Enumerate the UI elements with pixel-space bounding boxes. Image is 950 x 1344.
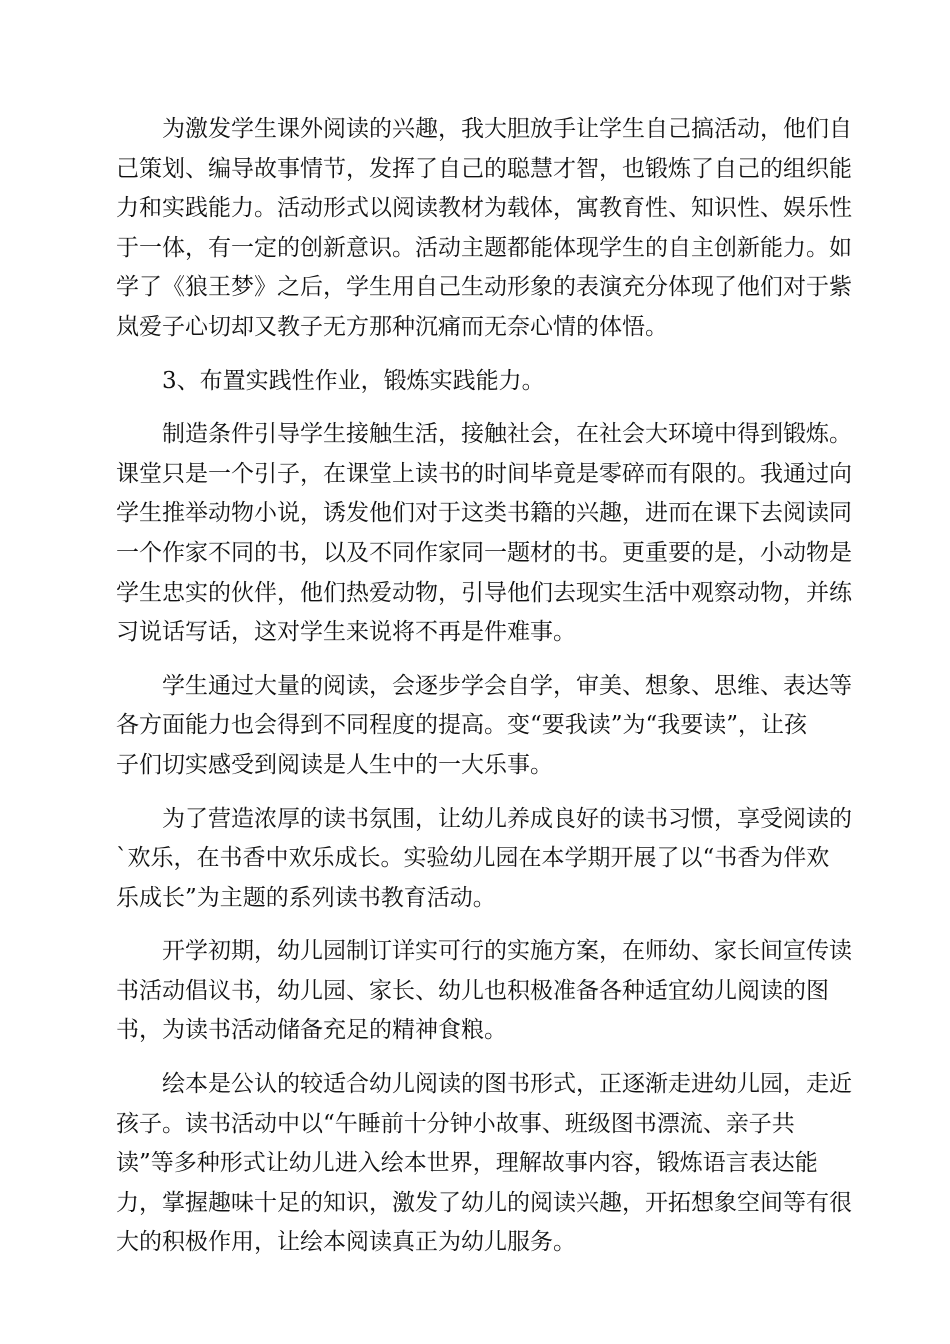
text-line: 学了《狼王梦》之后，学生用自己生动形象的表演充分体现了他们对于紫 (116, 274, 852, 301)
text-line: 子们切实感受到阅读是人生中的一大乐事。 (116, 751, 553, 778)
text-line: 为激发学生课外阅读的兴趣，我大胆放手让学生自己搞活动，他们自 (162, 116, 852, 142)
text-line: 为了营造浓厚的读书氛围，让幼儿养成良好的读书习惯，享受阅读的 (162, 805, 852, 832)
paragraph-semester-start (116, 932, 852, 1051)
text-line: 力，掌握趣味十足的知识，激发了幼儿的阅读兴趣，开拓想象空间等有很 (116, 1189, 852, 1216)
text-line: 己策划、编导故事情节，发挥了自己的聪慧才智，也锻炼了自己的组织能 (116, 155, 852, 182)
text-line: 绘本是公认的较适合幼儿阅读的图书形式，正逐渐走进幼儿园，走近 (162, 1071, 852, 1098)
paragraph-benefits (116, 667, 852, 786)
text-line: 学生推举动物小说，诱发他们对于这类书籍的兴趣，进而在课下去阅读同 (116, 500, 852, 527)
text-line: 岚爱子心切却又教子无方那种沉痛而无奈心情的体悟。 (116, 313, 668, 340)
text-line: 课堂只是一个引子，在课堂上读书的时间毕竟是零碎而有限的。我通过向 (116, 460, 852, 487)
text-line: 学生通过大量的阅读，会逐步学会自学，审美、想象、思维、表达等 (162, 672, 852, 699)
text-line: 于一体，有一定的创新意识。活动主题都能体现学生的自主创新能力。如 (116, 234, 852, 261)
text-line: 学生忠实的伙伴，他们热爱动物，引导他们去现实生活中观察动物，并练 (116, 579, 852, 606)
paragraph-reading-activities (116, 110, 852, 348)
text-line: 读”等多种形式让幼儿进入绘本世界，理解故事内容，锻炼语言表达能 (116, 1150, 818, 1177)
text-line: 大的积极作用，让绘本阅读真正为幼儿服务。 (116, 1229, 576, 1256)
text-line: 习说话写话，这对学生来说将不再是件难事。 (116, 619, 576, 646)
paragraph-practice (116, 415, 852, 653)
paragraph-kindergarten (116, 800, 852, 919)
text-line: 书活动倡议书，幼儿园、家长、幼儿也积极准备各种适宜幼儿阅读的图 (116, 977, 829, 1004)
text-line: 乐成长”为主题的系列读书教育活动。 (116, 884, 496, 911)
text-line: 力和实践能力。活动形式以阅读教材为载体，寓教育性、知识性、娱乐性 (116, 195, 852, 222)
text-line: `欢乐，在书香中欢乐成长。实验幼儿园在本学期开展了以“书香为伴欢 (116, 845, 830, 872)
paragraph-picture-books (116, 1065, 852, 1263)
text-line: 开学初期，幼儿园制订详实可行的实施方案，在师幼、家长间宣传读 (162, 938, 852, 965)
text-line: 各方面能力也会得到不同程度的提高。变“要我读”为“我要读”，让孩 (116, 712, 808, 739)
text-line: 3、布置实践性作业，锻炼实践能力。 (162, 367, 545, 394)
text-line: 书，为读书活动储备充足的精神食粮。 (116, 1017, 507, 1044)
text-line: 制造条件引导学生接触生活，接触社会，在社会大环境中得到锻炼。 (162, 421, 852, 448)
text-line: 孩子。读书活动中以“午睡前十分钟小故事、班级图书漂流、亲子共 (116, 1110, 795, 1137)
document-page (116, 110, 852, 1277)
section-heading (116, 362, 836, 402)
text-line: 一个作家不同的书，以及不同作家同一题材的书。更重要的是，小动物是 (116, 539, 852, 566)
